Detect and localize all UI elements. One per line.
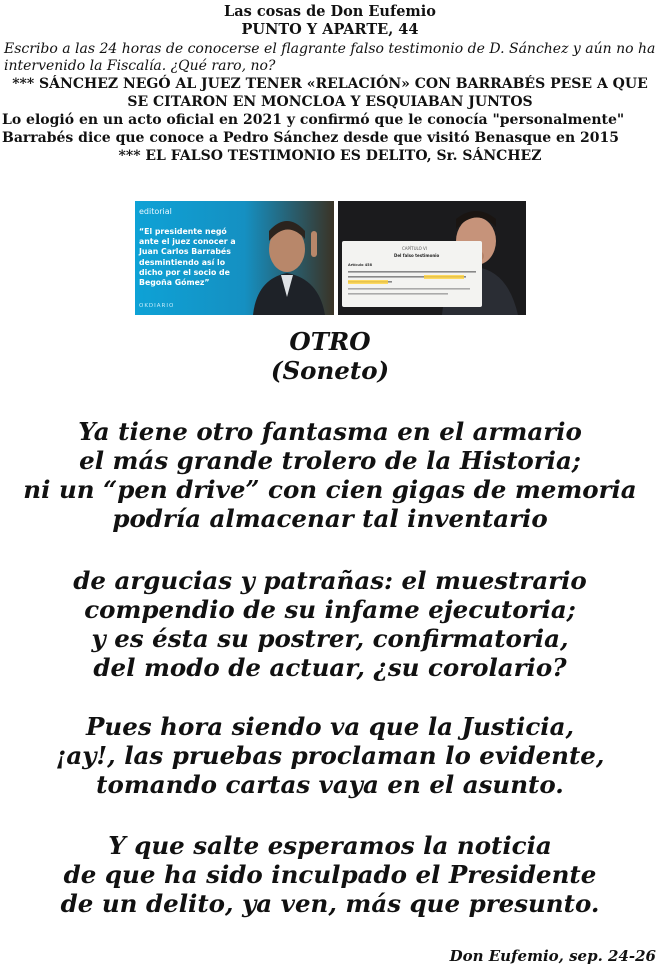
editorial-image	[135, 201, 334, 315]
headline-4: *** EL FALSO TESTIMONIO ES DELITO, Sr. SÁNCHEZ	[118, 148, 542, 164]
poem-subtitle: (Soneto)	[270, 356, 390, 385]
stanza-1	[0, 417, 660, 533]
headline-line-2: Lo elogió en un acto oficial en 2021 y confirmó que le conocía "personalmente"	[2, 112, 625, 128]
doc-heading: Del falso testimonio	[394, 253, 440, 258]
editorial-quote: “El presidente negó ante el juez conocer a Juan Carlos Barrabés desmintiendo así lo dicho por el socio de Begoña Gómez”	[139, 227, 236, 288]
column-title: Las cosas de Don Eufemio	[224, 3, 436, 20]
verse: tomando cartas vaya en el asunto.	[96, 770, 564, 799]
verse: el más grande trolero de la Historia;	[79, 446, 581, 475]
column-subtitle: PUNTO Y APARTE, 44	[241, 21, 419, 38]
verse: podría almacenar tal inventario	[112, 504, 548, 533]
poem-heading	[0, 327, 660, 385]
verse: Pues hora siendo va que la Justicia,	[86, 712, 574, 741]
verse: Ya tiene otro fantasma en el armario	[78, 417, 582, 446]
stanza-3	[0, 712, 660, 799]
stanza-2	[0, 566, 660, 682]
verse: y es ésta su postrer, confirmatoria,	[91, 624, 569, 653]
editorial-brand: editorial	[139, 207, 172, 216]
article-header	[0, 3, 660, 165]
verse: de un delito, ya ven, más que presunto.	[60, 889, 600, 918]
verse: ni un “pen drive” con cien gigas de memoria	[23, 475, 637, 504]
verse: del modo de actuar, ¿su corolario?	[93, 653, 567, 682]
intro-text: Escribo a las 24 horas de conocerse el flagrante falso testimonio de D. Sánchez y aún no ha intervenido la Fiscalía. ¿Qué raro, no?	[4, 41, 656, 74]
editorial-source: OKDIARIO	[139, 303, 175, 309]
verse: de que ha sido inculpado el Presidente	[63, 860, 597, 889]
headline-line-3: Barrabés dice que conoce a Pedro Sánchez desde que visitó Benasque en 2015	[2, 130, 619, 146]
doc-article: Artículo 458	[348, 263, 373, 267]
verse: compendio de su infame ejecutoria;	[84, 595, 576, 624]
poem-title: OTRO	[289, 327, 371, 356]
stanza-4	[0, 831, 660, 918]
doc-text-lines	[342, 241, 482, 307]
verse: Y que salte esperamos la noticia	[108, 831, 552, 860]
code-page-card	[342, 241, 482, 307]
verse: de argucias y patrañas: el muestrario	[73, 566, 587, 595]
headline-1: *** SÁNCHEZ NEGÓ AL JUEZ TENER «RELACIÓN» CON BARRABÉS PESE A QUE SE CITARON EN MONCLOA Y ESQUIABAN JUNTOS	[12, 76, 648, 110]
author-signature: Don Eufemio, sep. 24-26	[449, 947, 656, 965]
document-image	[338, 201, 526, 315]
verse: ¡ay!, las pruebas proclaman lo evidente,	[55, 741, 605, 770]
photo-strip	[0, 201, 660, 315]
doc-chapter: CAPÍTULO VI	[402, 246, 427, 251]
